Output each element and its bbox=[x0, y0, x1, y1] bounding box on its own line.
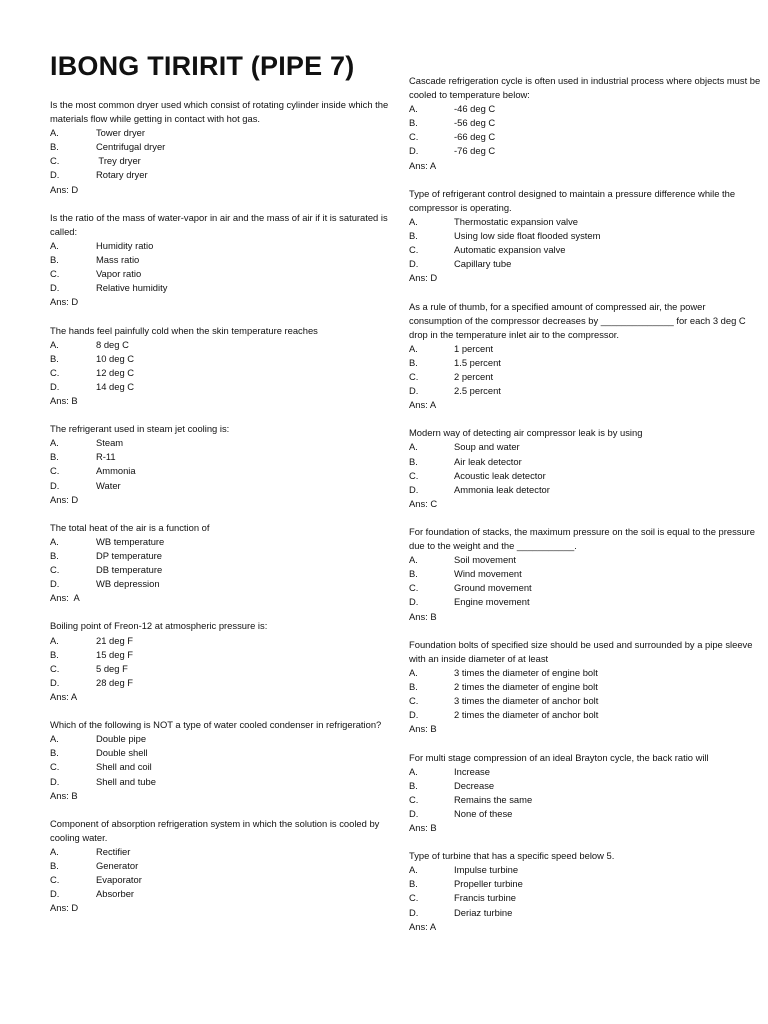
choice-letter: B. bbox=[409, 779, 418, 791]
choice-text: Increase bbox=[454, 765, 490, 777]
choice-letter: D. bbox=[409, 385, 419, 397]
question-text: Type of turbine that has a specific speed below 5. bbox=[409, 850, 615, 862]
choice-letter: C. bbox=[409, 695, 419, 707]
choice-item bbox=[50, 464, 390, 478]
choice-letter: A. bbox=[409, 441, 418, 453]
choice-text: Double pipe bbox=[96, 733, 147, 745]
choice-letter: D. bbox=[409, 596, 419, 608]
choice-letter: A. bbox=[50, 535, 59, 547]
choice-text: Impulse turbine bbox=[454, 864, 519, 876]
choice-letter: A. bbox=[409, 342, 418, 354]
answer-line: Ans: B bbox=[409, 610, 437, 622]
choice-text: WB temperature bbox=[96, 535, 165, 547]
choice-text: Water bbox=[96, 479, 121, 491]
question-text: Which of the following is NOT a type of water cooled condenser in refrigeration? bbox=[50, 719, 382, 731]
choice-text: Centrifugal dryer bbox=[96, 141, 166, 153]
question-block bbox=[409, 849, 761, 934]
question-block bbox=[409, 638, 761, 737]
choice-list bbox=[409, 102, 761, 158]
choice-letter: B. bbox=[409, 117, 418, 129]
left-column bbox=[50, 98, 390, 930]
question-text: Modern way of detecting air compressor leak is by using bbox=[409, 427, 643, 439]
choice-letter: B. bbox=[50, 141, 59, 153]
choice-list bbox=[409, 666, 761, 722]
choice-text: 10 deg C bbox=[96, 352, 135, 364]
choice-item bbox=[409, 891, 761, 905]
choice-item bbox=[50, 338, 390, 352]
answer-line: Ans: A bbox=[409, 159, 437, 171]
question-text: Cascade refrigeration cycle is often used in industrial process where objects must be cooled to temperature below: bbox=[409, 75, 761, 101]
choice-text: Humidity ratio bbox=[96, 239, 154, 251]
answer-line: Ans: B bbox=[409, 723, 437, 735]
choice-item bbox=[409, 708, 761, 722]
question-block bbox=[50, 521, 390, 606]
choice-item bbox=[50, 281, 390, 295]
choice-list bbox=[409, 215, 761, 271]
choice-letter: B. bbox=[50, 860, 59, 872]
choice-item bbox=[50, 450, 390, 464]
choice-letter: B. bbox=[50, 254, 59, 266]
choice-letter: D. bbox=[409, 258, 419, 270]
choice-letter: B. bbox=[409, 681, 418, 693]
choice-text: -46 deg C bbox=[454, 103, 496, 115]
choice-letter: C. bbox=[409, 370, 419, 382]
choice-item bbox=[409, 553, 761, 567]
choice-item bbox=[50, 140, 390, 154]
choice-letter: D. bbox=[409, 807, 419, 819]
choice-item bbox=[50, 634, 390, 648]
choice-letter: D. bbox=[50, 578, 60, 590]
question-text: Type of refrigerant control designed to maintain a pressure difference while the compressor is operating. bbox=[409, 187, 736, 213]
choice-text: 2.5 percent bbox=[454, 385, 501, 397]
choice-list bbox=[50, 732, 390, 788]
choice-item bbox=[409, 807, 761, 821]
choice-letter: C. bbox=[50, 761, 60, 773]
choice-text: Ammonia bbox=[96, 465, 136, 477]
choice-text: 3 times the diameter of engine bolt bbox=[454, 666, 598, 678]
choice-text: 8 deg C bbox=[96, 338, 129, 350]
choice-item bbox=[50, 126, 390, 140]
choice-text: -56 deg C bbox=[454, 117, 496, 129]
question-block bbox=[50, 324, 390, 409]
choice-item bbox=[409, 455, 761, 469]
question-text: Is the ratio of the mass of water-vapor in air and the mass of air if it is saturated is called: bbox=[50, 211, 388, 237]
choice-item bbox=[409, 680, 761, 694]
choice-letter: C. bbox=[50, 268, 60, 280]
choice-text: Deriaz turbine bbox=[454, 906, 513, 918]
choice-letter: B. bbox=[409, 455, 418, 467]
question-block bbox=[409, 751, 761, 836]
answer-line: Ans: A bbox=[50, 592, 80, 604]
choice-text: -66 deg C bbox=[454, 131, 496, 143]
choice-letter: B. bbox=[409, 878, 418, 890]
choice-item bbox=[50, 479, 390, 493]
choice-letter: B. bbox=[50, 451, 59, 463]
question-text: The refrigerant used in steam jet cooling is: bbox=[50, 423, 230, 435]
choice-item bbox=[409, 342, 761, 356]
choice-letter: D. bbox=[50, 775, 60, 787]
choice-list bbox=[50, 535, 390, 591]
choice-letter: C. bbox=[50, 465, 60, 477]
choice-item bbox=[409, 469, 761, 483]
choice-item bbox=[50, 154, 390, 168]
choice-letter: D. bbox=[50, 888, 60, 900]
choice-letter: C. bbox=[409, 892, 419, 904]
choice-text: Shell and coil bbox=[96, 761, 152, 773]
choice-text: Automatic expansion valve bbox=[454, 244, 566, 256]
choice-item bbox=[409, 581, 761, 595]
choice-text: Ground movement bbox=[454, 582, 532, 594]
choice-letter: A. bbox=[409, 103, 418, 115]
choice-list bbox=[50, 845, 390, 901]
choice-item bbox=[409, 384, 761, 398]
choice-text: Rotary dryer bbox=[96, 169, 148, 181]
choice-letter: D. bbox=[50, 676, 60, 688]
choice-text: Mass ratio bbox=[96, 254, 140, 266]
choice-item bbox=[50, 775, 390, 789]
question-block bbox=[409, 525, 761, 624]
choice-text: -76 deg C bbox=[454, 145, 496, 157]
choice-letter: D. bbox=[409, 483, 419, 495]
choice-text: Capillary tube bbox=[454, 258, 512, 270]
choice-letter: C. bbox=[50, 874, 60, 886]
choice-text: Soup and water bbox=[454, 441, 520, 453]
choice-item bbox=[50, 168, 390, 182]
choice-text: 3 times the diameter of anchor bolt bbox=[454, 695, 599, 707]
choice-text: Steam bbox=[96, 437, 124, 449]
choice-item bbox=[409, 229, 761, 243]
choice-item bbox=[50, 676, 390, 690]
choice-letter: A. bbox=[50, 338, 59, 350]
choice-text: 28 deg F bbox=[96, 676, 134, 688]
choice-text: DB temperature bbox=[96, 564, 163, 576]
question-text: The total heat of the air is a function of bbox=[50, 521, 210, 533]
choice-item bbox=[50, 549, 390, 563]
choice-item bbox=[50, 380, 390, 394]
choice-text: 21 deg F bbox=[96, 634, 134, 646]
question-block bbox=[50, 211, 390, 310]
choice-text: Shell and tube bbox=[96, 775, 156, 787]
choice-list bbox=[50, 126, 390, 182]
choice-item bbox=[50, 436, 390, 450]
choice-list bbox=[409, 440, 761, 496]
choice-letter: D. bbox=[50, 479, 60, 491]
choice-item bbox=[409, 215, 761, 229]
choice-text: Acoustic leak detector bbox=[454, 469, 546, 481]
choice-list bbox=[50, 239, 390, 295]
choice-item bbox=[50, 253, 390, 267]
choice-text: Trey dryer bbox=[96, 155, 141, 167]
choice-item bbox=[409, 440, 761, 454]
choice-list bbox=[50, 634, 390, 690]
choice-text: Using low side float flooded system bbox=[454, 230, 601, 242]
choice-item bbox=[50, 887, 390, 901]
choice-item bbox=[409, 144, 761, 158]
choice-item bbox=[409, 779, 761, 793]
choice-letter: C. bbox=[409, 469, 419, 481]
choice-text: 2 times the diameter of engine bolt bbox=[454, 681, 598, 693]
answer-line: Ans: D bbox=[409, 272, 438, 284]
choice-text: 2 times the diameter of anchor bolt bbox=[454, 709, 599, 721]
choice-text: WB depression bbox=[96, 578, 160, 590]
choice-item bbox=[50, 563, 390, 577]
question-text: The hands feel painfully cold when the skin temperature reaches bbox=[50, 324, 318, 336]
choice-item bbox=[50, 662, 390, 676]
choice-item bbox=[409, 356, 761, 370]
choice-letter: D. bbox=[409, 709, 419, 721]
question-text: Boiling point of Freon-12 at atmospheric pressure is: bbox=[50, 620, 268, 632]
choice-text: 15 deg F bbox=[96, 648, 134, 660]
choice-letter: A. bbox=[50, 127, 59, 139]
choice-letter: B. bbox=[409, 568, 418, 580]
choice-letter: A. bbox=[50, 239, 59, 251]
right-column bbox=[409, 74, 761, 948]
choice-text: Engine movement bbox=[454, 596, 530, 608]
choice-letter: C. bbox=[409, 793, 419, 805]
choice-letter: A. bbox=[50, 733, 59, 745]
choice-item bbox=[409, 483, 761, 497]
answer-line: Ans: A bbox=[409, 399, 437, 411]
choice-item bbox=[409, 243, 761, 257]
choice-item bbox=[50, 648, 390, 662]
choice-letter: A. bbox=[409, 765, 418, 777]
choice-letter: B. bbox=[409, 230, 418, 242]
answer-line: Ans: D bbox=[50, 296, 79, 308]
choice-letter: A. bbox=[409, 215, 418, 227]
choice-letter: A. bbox=[50, 845, 59, 857]
choice-letter: B. bbox=[50, 648, 59, 660]
choice-text: Air leak detector bbox=[454, 455, 522, 467]
choice-letter: B. bbox=[50, 747, 59, 759]
choice-letter: C. bbox=[409, 131, 419, 143]
choice-text: Relative humidity bbox=[96, 282, 168, 294]
choice-letter: D. bbox=[50, 169, 60, 181]
choice-text: Evaporator bbox=[96, 874, 142, 886]
choice-text: Generator bbox=[96, 860, 139, 872]
choice-item bbox=[50, 845, 390, 859]
question-block bbox=[409, 300, 761, 413]
choice-letter: C. bbox=[409, 244, 419, 256]
choice-list bbox=[50, 436, 390, 492]
choice-text: Wind movement bbox=[454, 568, 522, 580]
question-block bbox=[50, 619, 390, 704]
choice-list bbox=[409, 342, 761, 398]
question-text: As a rule of thumb, for a specified amount of compressed air, the power consumption of the compressor decreases by ______________ for each 3 deg C drop in the temperature inlet air to the compressor. bbox=[409, 300, 746, 340]
answer-line: Ans: A bbox=[409, 920, 437, 932]
choice-letter: A. bbox=[409, 864, 418, 876]
choice-letter: C. bbox=[409, 582, 419, 594]
choice-text: 5 deg F bbox=[96, 662, 128, 674]
choice-letter: C. bbox=[50, 662, 60, 674]
choice-item bbox=[50, 267, 390, 281]
choice-item bbox=[409, 666, 761, 680]
answer-line: Ans: A bbox=[50, 690, 78, 702]
choice-letter: A. bbox=[50, 634, 59, 646]
choice-text: Vapor ratio bbox=[96, 268, 142, 280]
choice-letter: D. bbox=[409, 145, 419, 157]
question-block bbox=[50, 718, 390, 803]
choice-letter: C. bbox=[50, 366, 60, 378]
choice-text: DP temperature bbox=[96, 550, 163, 561]
choice-letter: D. bbox=[50, 282, 60, 294]
choice-text: Ammonia leak detector bbox=[454, 483, 550, 495]
choice-item bbox=[409, 906, 761, 920]
choice-letter: A. bbox=[409, 666, 418, 678]
choice-letter: A. bbox=[409, 554, 418, 566]
choice-item bbox=[409, 877, 761, 891]
choice-text: R-11 bbox=[96, 451, 116, 463]
choice-item bbox=[409, 694, 761, 708]
choice-text: Thermostatic expansion valve bbox=[454, 215, 579, 227]
choice-item bbox=[50, 239, 390, 253]
choice-text: None of these bbox=[454, 807, 513, 819]
choice-letter: D. bbox=[50, 380, 60, 392]
choice-text: Double shell bbox=[96, 747, 148, 759]
choice-item bbox=[50, 366, 390, 380]
choice-list bbox=[409, 863, 761, 919]
choice-text: Remains the same bbox=[454, 793, 533, 805]
answer-line: Ans: B bbox=[50, 394, 78, 406]
choice-text: Soil movement bbox=[454, 554, 517, 566]
question-text: For foundation of stacks, the maximum pressure on the soil is equal to the pressure due to the weight and the ___________. bbox=[409, 526, 756, 552]
choice-text: Francis turbine bbox=[454, 892, 517, 904]
choice-list bbox=[409, 553, 761, 609]
choice-text: 12 deg C bbox=[96, 366, 135, 378]
choice-item bbox=[409, 595, 761, 609]
question-text: Foundation bolts of specified size should be used and surrounded by a pipe sleeve with an inside diameter of at least bbox=[409, 638, 753, 664]
choice-letter: B. bbox=[50, 352, 59, 364]
choice-list bbox=[50, 338, 390, 394]
document-title: IBONG TIRIRIT (PIPE 7) bbox=[50, 51, 355, 81]
answer-line: Ans: D bbox=[50, 183, 79, 195]
choice-text: 1 percent bbox=[454, 342, 494, 354]
answer-line: Ans: C bbox=[409, 497, 438, 509]
choice-letter: C. bbox=[50, 564, 60, 576]
answer-line: Ans: D bbox=[50, 902, 79, 914]
choice-letter: D. bbox=[409, 906, 419, 918]
question-block bbox=[409, 187, 761, 286]
choice-item bbox=[409, 863, 761, 877]
choice-text: Absorber bbox=[96, 888, 135, 900]
answer-line: Ans: D bbox=[50, 493, 79, 505]
choice-text: 14 deg C bbox=[96, 380, 135, 392]
choice-text: Decrease bbox=[454, 779, 495, 791]
question-block bbox=[409, 426, 761, 511]
question-text: For multi stage compression of an ideal Brayton cycle, the back ratio will bbox=[409, 751, 709, 763]
question-text: Component of absorption refrigeration system in which the solution is cooled by cooling water. bbox=[50, 817, 380, 843]
question-block bbox=[50, 98, 390, 197]
choice-text: 2 percent bbox=[454, 370, 494, 382]
choice-text: Rectifier bbox=[96, 845, 131, 857]
choice-letter: A. bbox=[50, 437, 59, 449]
choice-letter: B. bbox=[409, 356, 418, 368]
choice-item bbox=[409, 257, 761, 271]
choice-item bbox=[409, 116, 761, 130]
answer-line: Ans: B bbox=[409, 821, 437, 833]
choice-item bbox=[50, 732, 390, 746]
choice-item bbox=[50, 577, 390, 591]
choice-item bbox=[409, 130, 761, 144]
choice-text: 1.5 percent bbox=[454, 356, 501, 368]
choice-item bbox=[409, 102, 761, 116]
question-text: Is the most common dryer used which consist of rotating cylinder inside which the materials flow while getting in contact with hot gas. bbox=[50, 99, 389, 125]
choice-item bbox=[409, 793, 761, 807]
choice-item bbox=[50, 352, 390, 366]
choice-letter: B. bbox=[50, 550, 59, 561]
answer-line: Ans: B bbox=[50, 789, 78, 801]
question-block bbox=[409, 74, 761, 173]
choice-text: Tower dryer bbox=[96, 127, 145, 139]
choice-item bbox=[50, 873, 390, 887]
question-block bbox=[50, 817, 390, 916]
choice-item bbox=[50, 760, 390, 774]
choice-list bbox=[409, 765, 761, 821]
choice-item bbox=[409, 567, 761, 581]
question-block bbox=[50, 422, 390, 507]
choice-item bbox=[50, 535, 390, 549]
choice-letter: C. bbox=[50, 155, 60, 167]
choice-item bbox=[50, 859, 390, 873]
choice-item bbox=[409, 370, 761, 384]
choice-item bbox=[50, 746, 390, 760]
choice-item bbox=[409, 765, 761, 779]
choice-text: Propeller turbine bbox=[454, 878, 523, 890]
